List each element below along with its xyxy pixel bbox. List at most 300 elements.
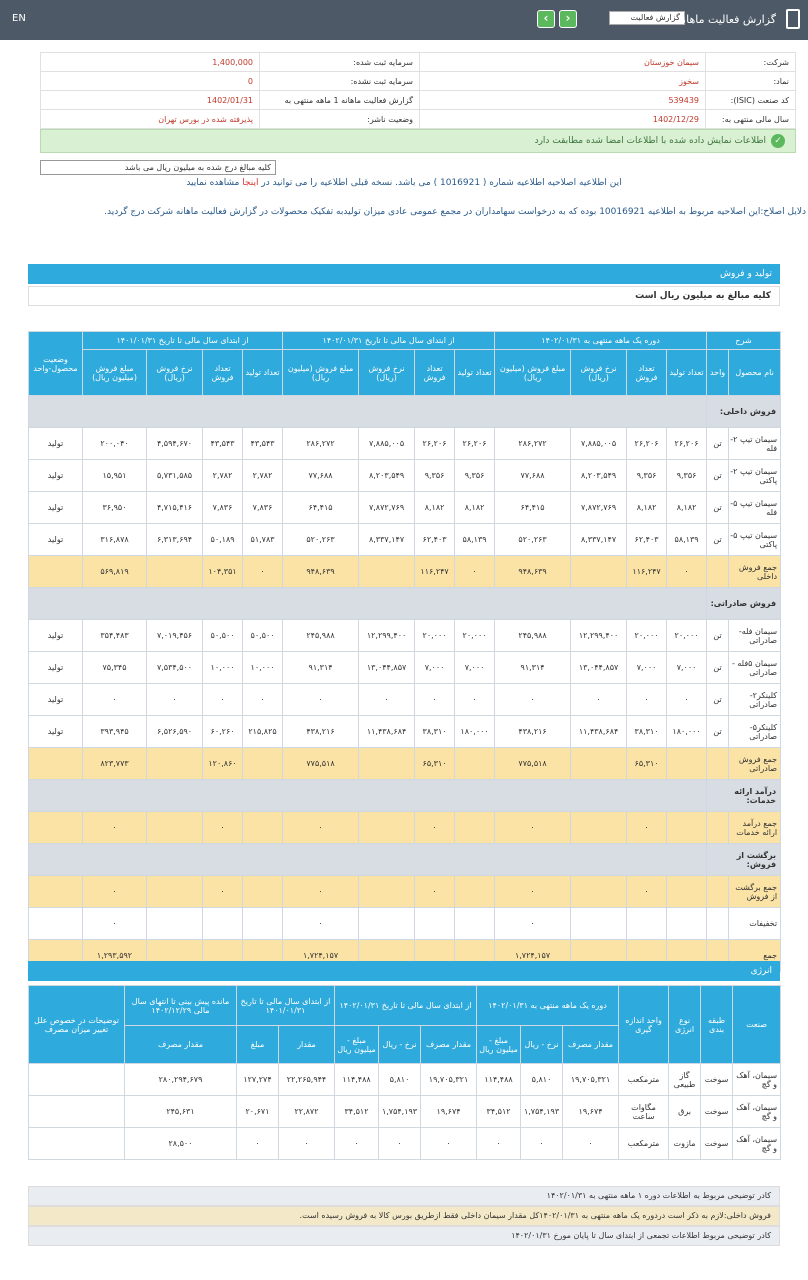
table-row [29, 460, 781, 492]
cell-value: ۱۱,۴۳۸,۶۸۴ [359, 716, 415, 748]
product-unit: تن [707, 620, 729, 652]
col-c1: تعداد تولید [455, 350, 495, 396]
energy-cell: سیمان، آهک و گچ [733, 1096, 781, 1128]
energy-cell: ۱۹,۷۰۵,۳۲۱ [563, 1064, 619, 1096]
info-value-2: 1,400,000 [41, 53, 260, 72]
cell-value: ۴۳,۵۴۳ [203, 428, 243, 460]
cell-value [667, 876, 707, 908]
cell-value: ۱۰,۰۰۰ [243, 652, 283, 684]
category-fill [29, 780, 707, 812]
cell-value: ۱۵,۹۵۱ [83, 460, 147, 492]
cell-value [359, 748, 415, 780]
cell-value [243, 876, 283, 908]
energy-cell: ۱۱۴,۴۸۸ [335, 1064, 379, 1096]
info-row [41, 53, 796, 72]
cell-value: ۱۲۰,۸۶۰ [203, 748, 243, 780]
category-fill [29, 396, 707, 428]
cell-value: ۸,۳۳۷,۱۴۷ [359, 524, 415, 556]
energy-cell: ۲۲,۸۷۲ [279, 1096, 335, 1128]
cell-value [627, 908, 667, 940]
cell-value: ۰ [283, 812, 359, 844]
cell-value: ۶,۳۱۳,۶۹۴ [147, 524, 203, 556]
cell-value [455, 812, 495, 844]
product-status [29, 556, 83, 588]
info-label: نماد: [706, 72, 796, 91]
product-name: جمع فروش صادراتی [729, 748, 781, 780]
cell-value: ۸۲۳,۷۷۳ [83, 748, 147, 780]
cell-value [455, 908, 495, 940]
col-status: وضعیت محصول-واحد [29, 332, 83, 396]
product-name: سیمان تیپ ۲- فله [729, 428, 781, 460]
top-bar [0, 0, 808, 40]
page-title: گزارش فعالیت ماهانه [677, 13, 776, 26]
cell-value: ۰ [203, 684, 243, 716]
energy-cell: ۲۰,۶۷۱ [237, 1096, 279, 1128]
cell-value [415, 908, 455, 940]
energy-sub-s5: نرخ - ریال [379, 1026, 421, 1064]
product-name: کلینکر۲- صادراتی [729, 684, 781, 716]
product-unit: تن [707, 492, 729, 524]
cell-value: ۱۳,۰۴۴,۸۵۷ [571, 652, 627, 684]
energy-sub-s1: مقدار مصرف [563, 1026, 619, 1064]
cell-value: ۴,۷۱۵,۴۱۶ [147, 492, 203, 524]
product-unit: تن [707, 716, 729, 748]
info-label: شرکت: [706, 53, 796, 72]
table-row [29, 748, 781, 780]
amendment-reason: دلایل اصلاح:این اصلاحیه مربوط به اطلاعیه 10016921 بوده که به درخواست سهامداران در مجمع عمومی عادی میزان تولیدبه تفکیک محصولات در گزارش فعالیت ماهانه شرکت درج گردید. [104, 207, 806, 217]
category-label: فروش داخلی: [707, 396, 781, 428]
cell-value: ۷۷,۶۸۸ [495, 460, 571, 492]
col-c3: نرخ فروش (ریال) [147, 350, 203, 396]
cell-value: ۲۴۵,۹۸۸ [495, 620, 571, 652]
cell-value [147, 556, 203, 588]
product-name: جمع فروش داخلی [729, 556, 781, 588]
cell-value: ۹,۳۵۶ [627, 460, 667, 492]
product-unit: تن [707, 684, 729, 716]
info-value: 539439 [420, 91, 706, 110]
cell-value: ۸,۱۸۲ [667, 492, 707, 524]
cell-value [571, 876, 627, 908]
info-value: سخوز [420, 72, 706, 91]
cell-value: ۷۷۵,۵۱۸ [283, 748, 359, 780]
cell-value [243, 812, 283, 844]
cell-value [243, 748, 283, 780]
info-value-2: 0 [41, 72, 260, 91]
col-c2: تعداد فروش [203, 350, 243, 396]
energy-cell: ۱,۷۵۴,۱۹۳ [379, 1096, 421, 1128]
cell-value: ۱۰۴,۳۵۱ [203, 556, 243, 588]
product-status [29, 908, 83, 940]
product-name: تخفیفات [729, 908, 781, 940]
cell-value: ۵,۷۳۱,۵۸۵ [147, 460, 203, 492]
cell-value: ۷,۸۳۶ [243, 492, 283, 524]
energy-cell: ۰ [563, 1128, 619, 1160]
product-name: سیمان ۵فله - صادراتی [729, 652, 781, 684]
company-info-table [40, 52, 796, 129]
prev-arrow-icon[interactable]: › [559, 10, 577, 28]
cell-value [359, 812, 415, 844]
cell-value: ۶۴,۴۱۵ [495, 492, 571, 524]
cell-value: ۷۷۵,۵۱۸ [495, 748, 571, 780]
cell-value: ۸,۲۰۳,۵۴۹ [359, 460, 415, 492]
cell-value: ۵۰,۱۸۹ [203, 524, 243, 556]
cell-value [571, 556, 627, 588]
cell-value: ۵۲۰,۲۶۳ [495, 524, 571, 556]
cell-value: ۸,۱۸۲ [415, 492, 455, 524]
cell-value: ۲۰,۰۰۰ [627, 620, 667, 652]
cell-value: ۳۸,۳۱۰ [415, 716, 455, 748]
table-row [29, 492, 781, 524]
energy-cell: ۱۲۷,۲۷۴ [237, 1064, 279, 1096]
cell-value [359, 876, 415, 908]
cell-value: ۷,۰۰۰ [667, 652, 707, 684]
cell-value: ۱۸۰,۰۰۰ [667, 716, 707, 748]
cell-value: ۳۶,۹۵۰ [83, 492, 147, 524]
cell-value: ۰ [203, 876, 243, 908]
energy-cell: ۰ [379, 1128, 421, 1160]
cell-value: ۶۵,۳۱۰ [415, 748, 455, 780]
col-c4: مبلغ فروش (میلیون ریال) [495, 350, 571, 396]
cell-value: ۰ [83, 812, 147, 844]
energy-cell: ۰ [279, 1128, 335, 1160]
info-row [41, 72, 796, 91]
product-name: جمع برگشت از فروش [729, 876, 781, 908]
cell-value: ۱,۷۲۴,۱۵۷ [495, 940, 571, 972]
footer-note-2: فروش داخلی:لازم به ذکر است دردوره یک ماهه منتهی به ۱۴۰۲/۰۱/۳۱کل مقدار سیمان داخلی فقط ازطریق بورس کالا به فروش رسیده است. [28, 1206, 780, 1226]
energy-row [29, 1096, 781, 1128]
cell-value: ۵۱,۷۸۳ [243, 524, 283, 556]
cell-value [667, 812, 707, 844]
cell-value: ۰ [495, 876, 571, 908]
cell-value: ۹,۳۵۶ [455, 460, 495, 492]
energy-cell: ۰ [237, 1128, 279, 1160]
product-unit [707, 556, 729, 588]
energy-cell: ۲۸,۵۰۰ [125, 1128, 237, 1160]
energy-cell: ۲۸۰,۲۹۴,۶۷۹ [125, 1064, 237, 1096]
energy-cell: ۱۱۴,۴۸۸ [477, 1064, 521, 1096]
cell-value: ۳۸,۳۱۰ [627, 716, 667, 748]
cell-value: ۰ [495, 684, 571, 716]
product-unit: تن [707, 652, 729, 684]
energy-cell: ۳۴,۵۱۲ [477, 1096, 521, 1128]
cell-value: ۰ [667, 556, 707, 588]
energy-cell: مگاوات ساعت [619, 1096, 669, 1128]
info-label-2: گزارش فعالیت ماهانه 1 ماهه منتهی به [260, 91, 420, 110]
col-sharh: شرح [707, 332, 781, 350]
cell-value: ۴۳,۵۴۳ [243, 428, 283, 460]
info-value: 1402/12/29 [420, 110, 706, 129]
info-label-2: وضعیت ناشر: [260, 110, 420, 129]
product-name: سیمان تیپ ۵- پاکتی [729, 524, 781, 556]
cell-value: ۵۸,۱۳۹ [455, 524, 495, 556]
cell-value: ۹,۳۵۶ [415, 460, 455, 492]
cell-value: ۰ [243, 684, 283, 716]
cell-value: ۱۳,۰۴۴,۸۵۷ [359, 652, 415, 684]
cell-value: ۶۴,۴۱۵ [283, 492, 359, 524]
product-unit [707, 876, 729, 908]
col-c1: تعداد تولید [243, 350, 283, 396]
cell-value: ۲۸۶,۲۷۲ [283, 428, 359, 460]
cell-value: ۰ [147, 684, 203, 716]
col-c2: تعداد فروش [415, 350, 455, 396]
cell-value: ۷۷,۶۸۸ [283, 460, 359, 492]
clipboard-icon [786, 9, 800, 29]
category-label: برگشت از فروش: [707, 844, 781, 876]
cell-value: ۶۲,۴۰۳ [627, 524, 667, 556]
energy-row [29, 1128, 781, 1160]
energy-cell: ۲۲,۲۶۵,۹۴۴ [279, 1064, 335, 1096]
cell-value: ۰ [627, 684, 667, 716]
cell-value: ۰ [83, 684, 147, 716]
cell-value: ۰ [359, 684, 415, 716]
category-label: درآمد ارائه خدمات: [707, 780, 781, 812]
energy-cell: برق [669, 1096, 701, 1128]
cell-value: ۴,۵۹۴,۶۷۰ [147, 428, 203, 460]
cell-value: ۱۱,۴۳۸,۶۸۴ [571, 716, 627, 748]
cell-value [571, 908, 627, 940]
cell-value: ۷,۸۸۵,۰۰۵ [359, 428, 415, 460]
info-label-2: سرمایه ثبت شده: [260, 53, 420, 72]
category-label: فروش صادراتی: [707, 588, 781, 620]
cell-value: ۲۰۰,۰۴۰ [83, 428, 147, 460]
energy-col-h5: دوره یک ماهه منتهی به ۱۴۰۲/۰۱/۳۱ [477, 986, 619, 1026]
cell-value: ۹۴۸,۶۳۹ [495, 556, 571, 588]
energy-col-h7: از ابتدای سال مالی تا تاریخ ۱۴۰۱/۰۱/۳۱ [237, 986, 335, 1026]
product-unit [707, 908, 729, 940]
energy-sub-s3: مبلغ - میلیون ریال [477, 1026, 521, 1064]
product-unit [707, 812, 729, 844]
product-status: تولید [29, 716, 83, 748]
energy-cell: سوخت [701, 1128, 733, 1160]
cell-value: ۸,۳۳۷,۱۴۷ [571, 524, 627, 556]
table-row [29, 716, 781, 748]
table-row [29, 812, 781, 844]
energy-cell: مترمکعب [619, 1064, 669, 1096]
cell-value: ۴۳۸,۲۱۶ [283, 716, 359, 748]
product-status [29, 748, 83, 780]
energy-sub-s6: مبلغ - میلیون ریال [335, 1026, 379, 1064]
cell-value: ۰ [455, 556, 495, 588]
energy-cell: ۱۹,۷۰۵,۳۲۱ [421, 1064, 477, 1096]
cell-value: ۰ [83, 908, 147, 940]
cell-value: ۱۲,۲۹۹,۴۰۰ [359, 620, 415, 652]
info-row [41, 110, 796, 129]
cell-value: ۰ [415, 876, 455, 908]
next-arrow-icon[interactable]: ‹ [537, 10, 555, 28]
cell-value: ۸,۱۸۲ [455, 492, 495, 524]
energy-cell: مازوت [669, 1128, 701, 1160]
cell-value: ۲۴۵,۹۸۸ [283, 620, 359, 652]
cell-value [455, 748, 495, 780]
cell-value [147, 908, 203, 940]
product-unit: تن [707, 428, 729, 460]
cell-value: ۵۰,۵۰۰ [203, 620, 243, 652]
cell-value: ۷,۸۳۶ [203, 492, 243, 524]
cell-value: ۶۵,۳۱۰ [627, 748, 667, 780]
cell-value: ۲۰,۰۰۰ [455, 620, 495, 652]
energy-cell: ۲۴۵,۶۳۱ [125, 1096, 237, 1128]
energy-col-h4: واحد اندازه گیری [619, 986, 669, 1064]
cell-value: ۲۸۶,۲۷۲ [495, 428, 571, 460]
cell-value: ۵۸,۱۳۹ [667, 524, 707, 556]
cell-value: ۶,۵۲۶,۵۹۰ [147, 716, 203, 748]
cell-value: ۱۱۶,۲۴۷ [627, 556, 667, 588]
cell-value: ۹۱,۳۱۴ [495, 652, 571, 684]
cell-value: ۰ [627, 876, 667, 908]
energy-sub-s2: نرخ - ریال [521, 1026, 563, 1064]
info-value: سیمان خوزستان [420, 53, 706, 72]
cell-value [667, 748, 707, 780]
cell-value: ۰ [83, 876, 147, 908]
cell-value: ۰ [571, 684, 627, 716]
product-status: تولید [29, 428, 83, 460]
energy-cell [29, 1096, 125, 1128]
cell-value [359, 908, 415, 940]
energy-cell: ۱,۷۵۴,۱۹۳ [521, 1096, 563, 1128]
product-status: تولید [29, 620, 83, 652]
cell-value: ۶۰,۲۶۰ [203, 716, 243, 748]
table-row [29, 684, 781, 716]
language-toggle[interactable]: EN [12, 13, 26, 24]
cell-value: ۰ [243, 556, 283, 588]
cell-value: ۷,۸۷۲,۷۶۹ [359, 492, 415, 524]
cell-value: ۳۱۶,۸۷۸ [83, 524, 147, 556]
cell-value: ۱۲,۲۹۹,۴۰۰ [571, 620, 627, 652]
col-unit: واحد [707, 350, 729, 396]
col-c4: مبلغ فروش (میلیون ریال) [83, 350, 147, 396]
energy-cell: مترمکعب [619, 1128, 669, 1160]
cell-value [147, 812, 203, 844]
cell-value: ۳۵۴,۴۸۳ [83, 620, 147, 652]
cell-value: ۵۰,۵۰۰ [243, 620, 283, 652]
report-type-select[interactable]: گزارش فعالیت [609, 11, 685, 25]
col-period2: از ابتدای سال مالی تا تاریخ ۱۴۰۲/۰۱/۳۱ [283, 332, 495, 350]
col-name: نام محصول [729, 350, 781, 396]
table-row [29, 620, 781, 652]
energy-cell: ۱۹,۶۷۴ [563, 1096, 619, 1128]
cell-value: ۰ [415, 812, 455, 844]
footer-note-1: کادر توضیحی مربوط به اطلاعات دوره ۱ ماهه منتهی به ۱۴۰۲/۰۱/۳۱ [28, 1186, 780, 1206]
table-row [29, 396, 781, 428]
energy-col-h9: توضیحات در خصوص علل تغییر میزان مصرف [29, 986, 125, 1064]
energy-cell: ۰ [477, 1128, 521, 1160]
cell-value: ۴۳۸,۲۱۶ [495, 716, 571, 748]
product-unit: تن [707, 524, 729, 556]
cell-value: ۱۰,۰۰۰ [203, 652, 243, 684]
product-status [29, 876, 83, 908]
product-status [29, 812, 83, 844]
cell-value [147, 876, 203, 908]
cell-value: ۹۱,۳۱۴ [283, 652, 359, 684]
footer-note-3: کادر توضیحی مربوط اطلاعات تجمعی از ابتدای سال تا پایان مورخ ۱۴۰۲/۰۱/۳۱ [28, 1226, 780, 1246]
cell-value: ۶۲,۴۰۳ [415, 524, 455, 556]
product-name: سیمان فله- صادراتی [729, 620, 781, 652]
table-row [29, 780, 781, 812]
cell-value [571, 812, 627, 844]
previous-version-link[interactable]: اینجا [242, 178, 259, 188]
energy-sub-s8: مبلغ [237, 1026, 279, 1064]
energy-cell [29, 1128, 125, 1160]
cell-value: ۵۶۹,۸۱۹ [83, 556, 147, 588]
energy-col-h6: از ابتدای سال مالی تا تاریخ ۱۴۰۲/۰۱/۳۱ [335, 986, 477, 1026]
table-row [29, 876, 781, 908]
col-c3: نرخ فروش (ریال) [359, 350, 415, 396]
verification-notice: ✓اطلاعات نمایش داده شده با اطلاعات امضا شده مطابقت دارد [40, 129, 796, 153]
table-row [29, 588, 781, 620]
cell-value: ۰ [415, 684, 455, 716]
cell-value [203, 908, 243, 940]
product-status: تولید [29, 652, 83, 684]
amendment-notice: این اطلاعیه اصلاحیه اطلاعیه شماره ( 1016921 ) می باشد. نسخه قبلی اطلاعیه را می توانید در اینجا مشاهده نمایید [186, 178, 622, 188]
col-c4: مبلغ فروش (میلیون ریال) [283, 350, 359, 396]
product-name: کلینکر۵- صادراتی [729, 716, 781, 748]
product-status: تولید [29, 684, 83, 716]
info-row [41, 91, 796, 110]
cell-value: ۸,۱۸۲ [627, 492, 667, 524]
cell-value: ۹۴۸,۶۳۹ [283, 556, 359, 588]
energy-col-h1: صنعت [733, 986, 781, 1064]
unit-select[interactable]: کلیه مبالغ درج شده به میلیون ریال می باشد [40, 160, 276, 175]
cell-value: ۲,۷۸۲ [203, 460, 243, 492]
energy-cell [29, 1064, 125, 1096]
cell-value: ۰ [283, 876, 359, 908]
energy-sub-s9: مقدار مصرف [125, 1026, 237, 1064]
cell-value: ۳۹۳,۹۴۵ [83, 716, 147, 748]
energy-col-h2: طبقه بندی [701, 986, 733, 1064]
energy-cell: ۰ [421, 1128, 477, 1160]
cell-value: ۲,۷۸۲ [243, 460, 283, 492]
energy-cell: سوخت [701, 1096, 733, 1128]
energy-cell: سیمان، آهک و گچ [733, 1128, 781, 1160]
energy-cell: ۵,۸۱۰ [521, 1064, 563, 1096]
product-name: جمع درآمد ارائه خدمات [729, 812, 781, 844]
cell-value: ۲۱۵,۸۲۵ [243, 716, 283, 748]
product-status: تولید [29, 524, 83, 556]
cell-value: ۷,۰۰۰ [627, 652, 667, 684]
col-period1: دوره یک ماهه منتهی به ۱۴۰۲/۰۱/۳۱ [495, 332, 707, 350]
info-label: کد صنعت (ISIC): [706, 91, 796, 110]
cell-value: ۲۶,۲۰۶ [627, 428, 667, 460]
cell-value [147, 748, 203, 780]
cell-value: ۷,۵۳۴,۵۰۰ [147, 652, 203, 684]
category-fill [29, 844, 707, 876]
info-label-2: سرمایه ثبت نشده: [260, 72, 420, 91]
energy-row [29, 1064, 781, 1096]
cell-value [455, 876, 495, 908]
cell-value [359, 556, 415, 588]
cell-value [243, 908, 283, 940]
cell-value: ۸,۲۰۳,۵۴۹ [571, 460, 627, 492]
product-unit [707, 748, 729, 780]
energy-cell: ۵,۸۱۰ [379, 1064, 421, 1096]
cell-value: ۲۶,۲۰۶ [415, 428, 455, 460]
energy-cell: گاز طبیعی [669, 1064, 701, 1096]
cell-value: ۷,۰۰۰ [415, 652, 455, 684]
product-status: تولید [29, 460, 83, 492]
currency-note: کلیه مبالغ به میلیون ریال است [28, 286, 780, 306]
cell-value: ۷,۸۸۵,۰۰۵ [571, 428, 627, 460]
cell-value: ۰ [203, 812, 243, 844]
col-c2: تعداد فروش [627, 350, 667, 396]
energy-sub-s7: مقدار [279, 1026, 335, 1064]
category-fill [29, 588, 707, 620]
cell-value: ۰ [667, 684, 707, 716]
table-row [29, 908, 781, 940]
col-c1: تعداد تولید [667, 350, 707, 396]
energy-col-h8: مانده پیش بینی تا انتهای سال مالی ۱۴۰۲/۱۲/۲۹ [125, 986, 237, 1026]
cell-value: ۱,۷۲۴,۱۵۷ [283, 940, 359, 972]
check-icon: ✓ [771, 134, 785, 148]
